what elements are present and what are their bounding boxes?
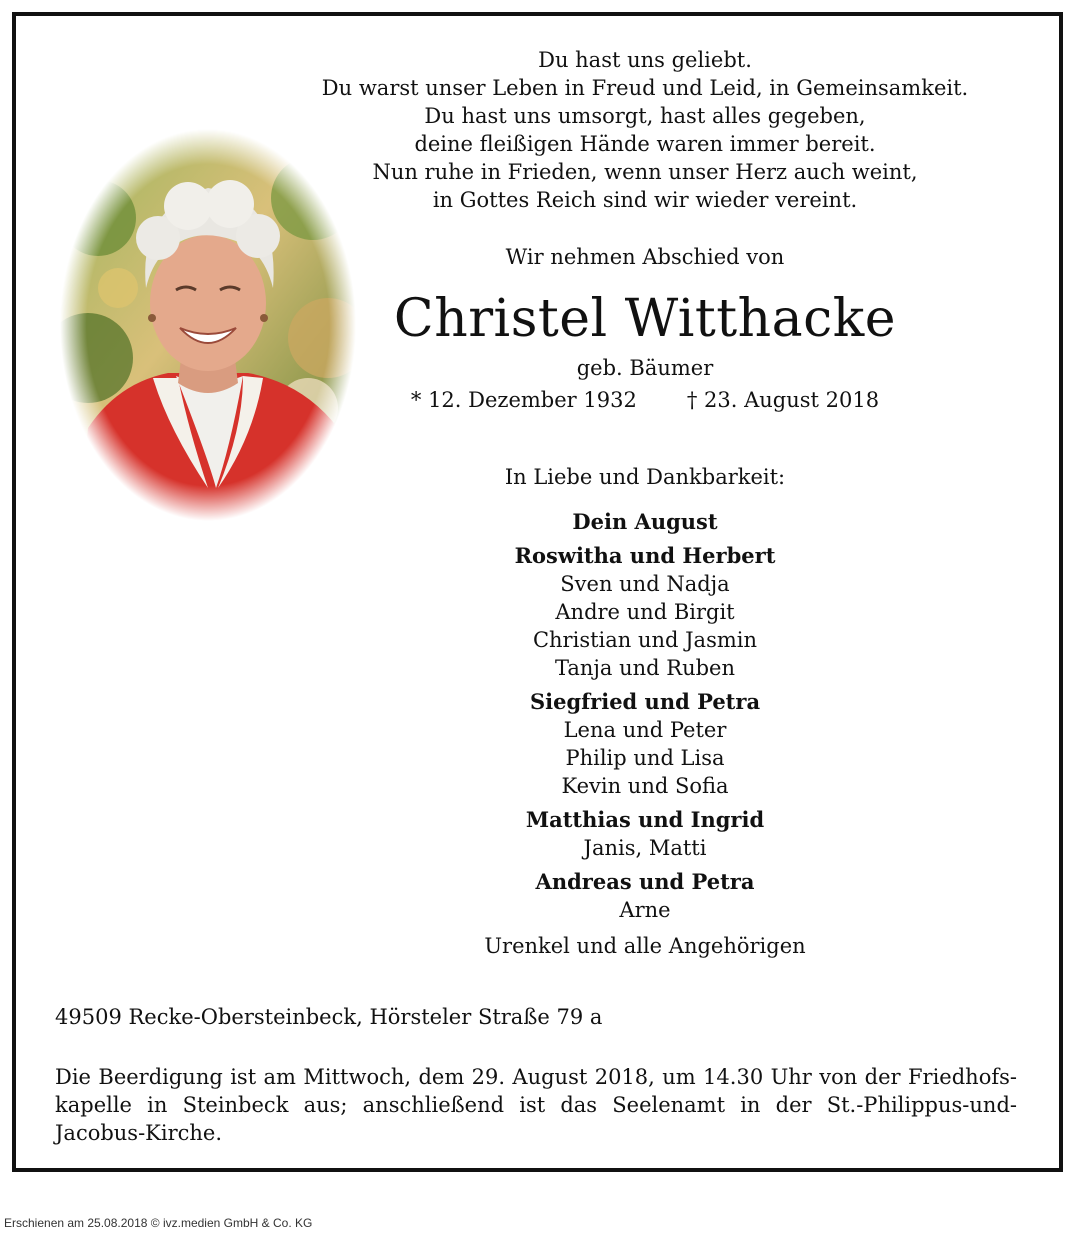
life-dates (280, 386, 1010, 414)
family-group-head: Matthias und Ingrid (525, 807, 765, 832)
family-member: Janis, Matti (583, 836, 707, 860)
family-group (280, 806, 1010, 862)
poem-line: Du hast uns geliebt. (538, 48, 752, 72)
family-heading: In Liebe und Dankbarkeit: (504, 465, 786, 489)
family-group (280, 508, 1010, 536)
family-group-head: Roswitha und Herbert (514, 543, 776, 568)
poem-line: in Gottes Reich sind wir wieder vereint. (432, 188, 858, 212)
family-member: Sven und Nadja (560, 572, 730, 596)
poem-line: Nun ruhe in Frieden, wenn unser Herz auch weint, (372, 160, 918, 184)
address: 49509 Recke-Obersteinbeck, Hörsteler Straße 79 a (55, 1005, 603, 1029)
family-member: Philip und Lisa (565, 746, 725, 770)
funeral-notice: Die Beerdigung ist am Mittwoch, dem 29. August 2018, um 14.30 Uhr von der Friedhofs-kapelle in Steinbeck aus; anschließend ist das Seelenamt in der St.-Philippus-und-Jacobus-Kirche. (55, 1065, 1017, 1145)
death-date: † 23. August 2018 (686, 388, 880, 412)
poem-line: deine fleißigen Hände waren immer bereit. (414, 132, 876, 156)
family-member: Lena und Peter (563, 718, 727, 742)
poem-line: Du hast uns umsorgt, hast alles gegeben, (424, 104, 866, 128)
poem (280, 46, 1010, 214)
family-group (280, 688, 1010, 800)
family-group (280, 542, 1010, 682)
family-group-head: Siegfried und Petra (529, 689, 761, 714)
family-list (280, 508, 1010, 960)
family-group (280, 868, 1010, 924)
family-member: Andre und Birgit (555, 600, 735, 624)
family-group-head: Dein August (572, 509, 718, 534)
deceased-name: Christel Witthacke (393, 289, 897, 349)
birth-date: * 12. Dezember 1932 (410, 388, 637, 412)
family-member: Arne (619, 898, 671, 922)
family-member: Christian und Jasmin (532, 628, 758, 652)
poem-line: Du warst unser Leben in Freud und Leid, in Gemeinsamkeit. (321, 76, 969, 100)
publication-footer: Erschienen am 25.08.2018 © ivz.medien GmbH & Co. KG (4, 1216, 313, 1230)
family-member: Tanja und Ruben (554, 656, 736, 680)
family-group-head: Andreas und Petra (535, 869, 755, 894)
maiden-name: geb. Bäumer (576, 356, 714, 380)
family-closing: Urenkel und alle Angehörigen (484, 934, 806, 958)
family-member: Kevin und Sofia (561, 774, 729, 798)
farewell-intro: Wir nehmen Abschied von (505, 245, 785, 269)
